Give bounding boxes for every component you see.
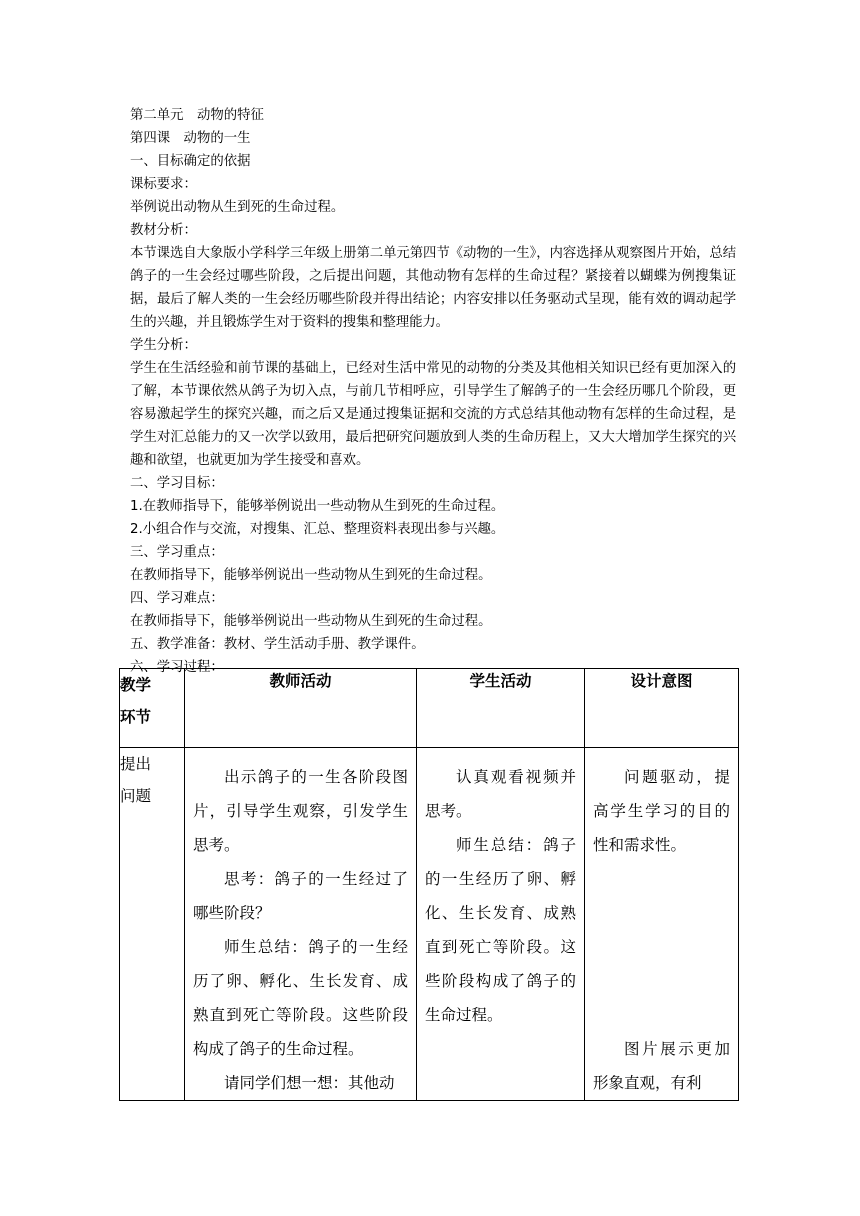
curriculum-text: 举例说出动物从生到死的生命过程。 (130, 200, 345, 215)
design-intent-cell (585, 748, 739, 1101)
teacher-activity-cell (185, 748, 417, 1101)
textbook-label: 教材分析： (130, 223, 197, 238)
header-design-intent: 设计意图 (585, 669, 739, 748)
student-label: 学生分析： (130, 338, 197, 353)
key-point: 在教师指导下，能够举例说出一些动物从生到死的生命过程。 (130, 568, 492, 583)
teacher-para-1: 出示鸽子的一生各阶段图片，引导学生观察，引发学生思考。 (193, 768, 408, 854)
section2-heading: 二、学习目标： (130, 476, 224, 491)
lesson-process-table (119, 668, 739, 1101)
section6-heading: 六、学习过程： (130, 660, 224, 675)
section1-heading: 一、目标确定的依据 (130, 154, 251, 169)
student-activity-cell (417, 748, 585, 1101)
goal-1: 1.在教师指导下，能够举例说出一些动物从生到死的生命过程。 (130, 499, 505, 514)
difficulty: 在教师指导下，能够举例说出一些动物从生到死的生命过程。 (130, 614, 492, 629)
intent-para-2: 图片展示更加形象直观，有利 (593, 1040, 730, 1092)
header-student-activity: 学生活动 (417, 669, 585, 748)
lesson-title: 第四课 动物的一生 (130, 131, 251, 146)
student-para-2: 师生总结：鸽子的一生经历了卵、孵化、生长发育、成熟直到死亡等阶段。这些阶段构成了鸽子的生命过程。 (425, 836, 576, 1024)
intent-para-1: 问题驱动，提高学生学习的目的性和需求性。 (593, 768, 730, 854)
student-analysis: 学生在生活经验和前节课的基础上，已经对生活中常见的动物的分类及其他相关知识已经有更加深入的了解，本节课依然从鸽子为切入点，与前几节相呼应，引导学生了解鸽子的一生会经历哪几个阶段，更容易激起学生的探究兴趣，而之后又是通过搜集证据和交流的方式总结其他动物有怎样的生命过程，是学生对汇总能力的又一次学以致用，最后把研究问题放到人类的生命历程上，又大大增加学生探究的兴趣和欲望，也就更加为学生接受和喜欢。 (130, 361, 736, 468)
teacher-para-4: 请同学们想一想：其他动 (224, 1074, 395, 1092)
curriculum-label: 课标要求： (130, 177, 197, 192)
table-row (120, 748, 739, 1101)
section5-preparation: 五、教学准备：教材、学生活动手册、教学课件。 (130, 637, 425, 652)
textbook-analysis: 本节课选自大象版小学科学三年级上册第二单元第四节《动物的一生》，内容选择从观察图片开始，总结鸽子的一生会经过哪些阶段，之后提出问题，其他动物有怎样的生命过程？紧接着以蝴蝶为例搜集证据，最后了解人类的一生会经历哪些阶段并得出结论；内容安排以任务驱动式呈现，能有效的调动起学生的兴趣，并且锻炼学生对于资料的搜集和整理能力。 (130, 246, 736, 330)
stage-cell: 提出 问题 (120, 748, 185, 1101)
table-header-row (120, 669, 739, 748)
teacher-para-2: 思考：鸽子的一生经过了哪些阶段？ (193, 870, 408, 922)
section4-heading: 四、学习难点： (130, 591, 224, 606)
document-body (130, 104, 736, 679)
header-stage: 教学 环节 (120, 669, 185, 748)
header-teacher-activity: 教师活动 (185, 669, 417, 748)
student-para-1: 认真观看视频并思考。 (425, 768, 576, 820)
teacher-para-3: 师生总结：鸽子的一生经历了卵、孵化、生长发育、成熟直到死亡等阶段。这些阶段构成了鸽子的生命过程。 (193, 938, 408, 1058)
section3-heading: 三、学习重点： (130, 545, 224, 560)
unit-title: 第二单元 动物的特征 (130, 108, 264, 123)
goal-2: 2.小组合作与交流，对搜集、汇总、整理资料表现出参与兴趣。 (130, 522, 505, 537)
